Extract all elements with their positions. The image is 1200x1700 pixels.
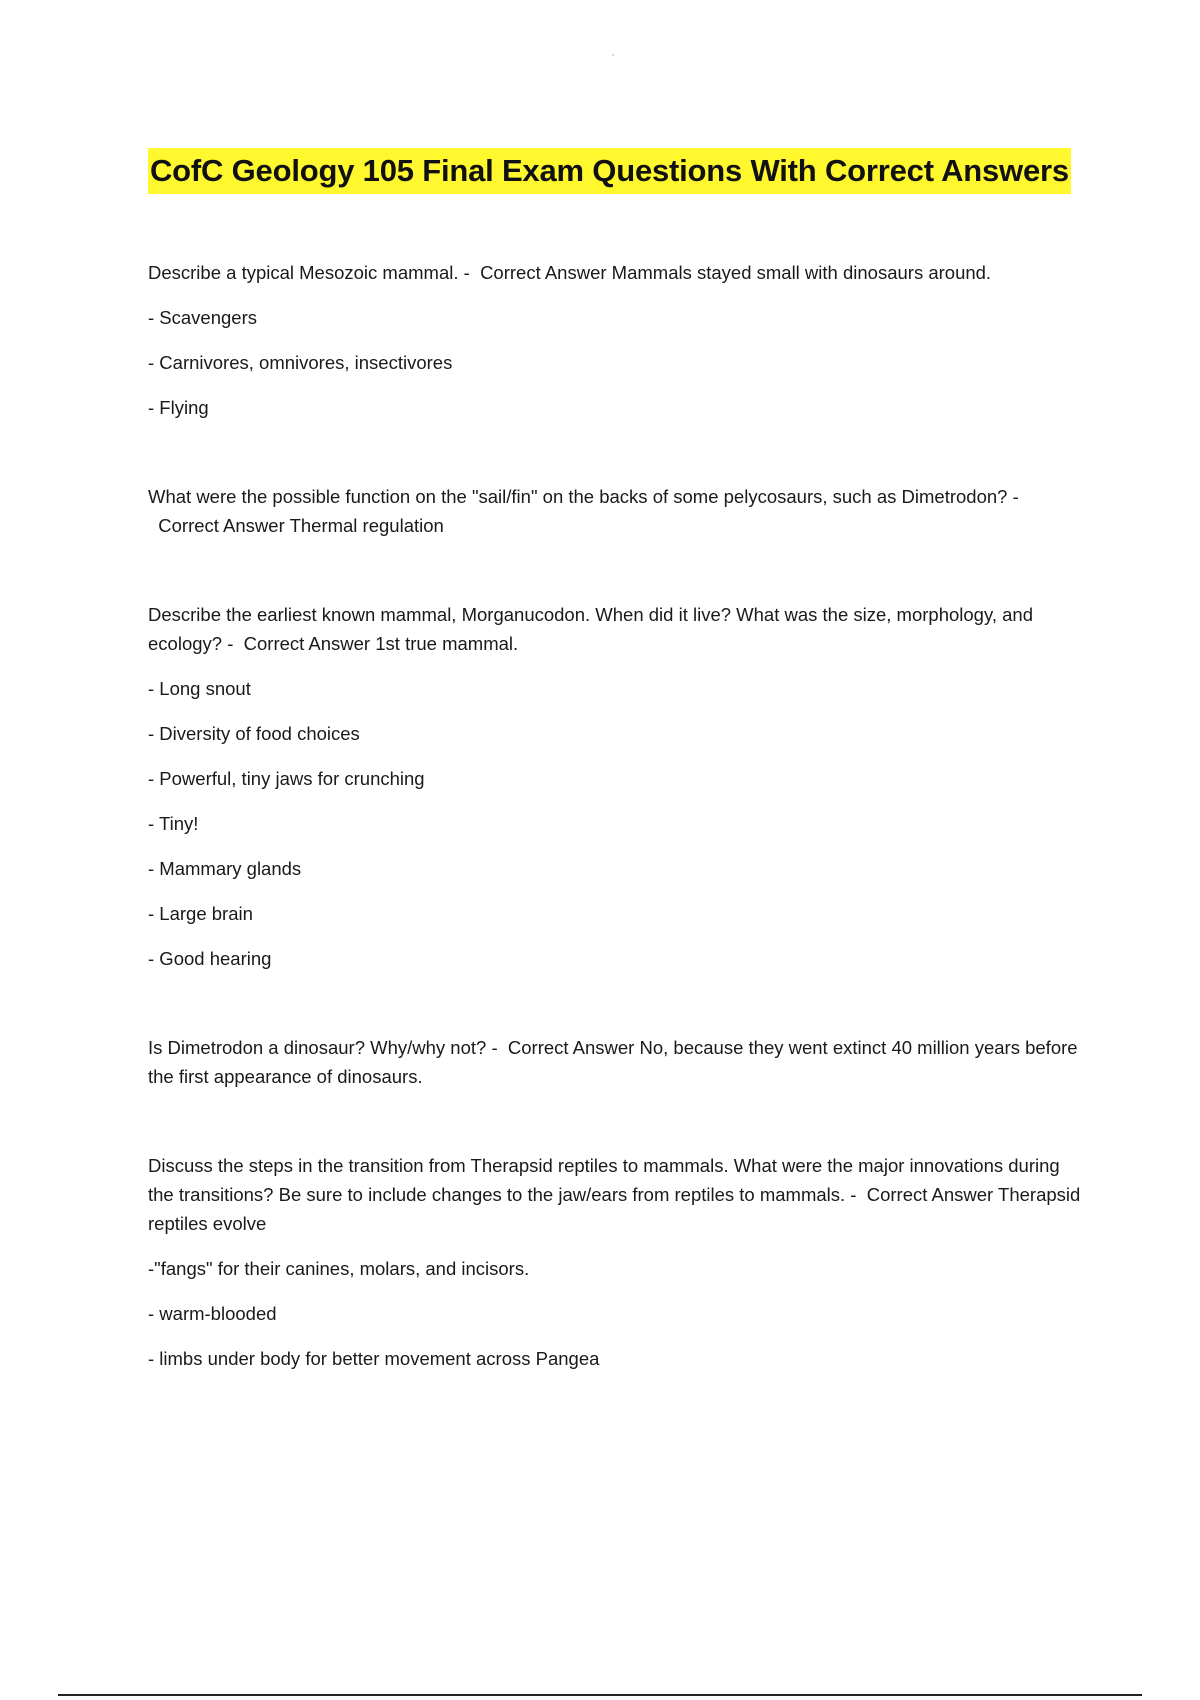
answer: Mammals stayed small with dinosaurs around.: [611, 262, 992, 283]
answer-detail: - Scavengers: [148, 307, 257, 328]
qa-item: [148, 1151, 1088, 1373]
answer-detail: - Tiny!: [148, 813, 199, 834]
question: Is Dimetrodon a dinosaur? Why/why not? -: [148, 1037, 498, 1058]
question-text: [148, 600, 1088, 658]
qa-item: [148, 600, 1088, 973]
answer: No, because they went extinct 40 million years before the first appearance of dinosaurs.: [148, 1037, 1078, 1087]
answer-label: Correct Answer: [480, 262, 607, 283]
document-title: CofC Geology 105 Final Exam Questions With Correct Answers: [148, 148, 1071, 194]
qa-item: [148, 258, 1088, 422]
speck-mark: [612, 54, 614, 56]
answer: Thermal regulation: [289, 515, 444, 536]
answer-detail: -"fangs" for their canines, molars, and incisors.: [148, 1258, 530, 1279]
page-bottom-rule: [58, 1694, 1142, 1696]
question: What were the possible function on the "sail/fin" on the backs of some pelycosaurs, such as Dimetrodon? -: [148, 486, 1019, 507]
question-text: [148, 482, 1088, 540]
answer-detail: - Mammary glands: [148, 858, 302, 879]
answer-label: Correct Answer: [866, 1184, 994, 1205]
answer-detail: - Powerful, tiny jaws for crunching: [148, 768, 425, 789]
title-block: [148, 148, 1078, 194]
question-text: [148, 258, 1088, 287]
question: Discuss the steps in the transition from Therapsid reptiles to mammals. What were the major innovations during the transitions? Be sure to include changes to the jaw/ears from reptiles to mammals. -: [148, 1155, 1060, 1205]
answer-detail: - Flying: [148, 397, 209, 418]
question-text: [148, 1151, 1088, 1238]
answer-detail: - Good hearing: [148, 948, 272, 969]
answer: 1st true mammal.: [375, 633, 519, 654]
answer-detail: - limbs under body for better movement across Pangea: [148, 1348, 600, 1369]
answer-detail: - Diversity of food choices: [148, 723, 360, 744]
answer: Therapsid reptiles evolve: [148, 1184, 1081, 1234]
qa-item: [148, 482, 1088, 540]
answer-label: Correct Answer: [243, 633, 371, 654]
qa-item: [148, 1033, 1088, 1091]
answer-detail: - Long snout: [148, 678, 251, 699]
qa-list: [148, 258, 1088, 1433]
answer-detail: - Carnivores, omnivores, insectivores: [148, 352, 453, 373]
answer-detail: - Large brain: [148, 903, 253, 924]
answer-detail: - warm-blooded: [148, 1303, 277, 1324]
question: Describe the earliest known mammal, Morganucodon. When did it live? What was the size, morphology, and ecology? -: [148, 604, 1033, 654]
question: Describe a typical Mesozoic mammal. -: [148, 262, 470, 283]
question-text: [148, 1033, 1088, 1091]
answer-label: Correct Answer: [507, 1037, 635, 1058]
answer-label: Correct Answer: [158, 515, 285, 536]
